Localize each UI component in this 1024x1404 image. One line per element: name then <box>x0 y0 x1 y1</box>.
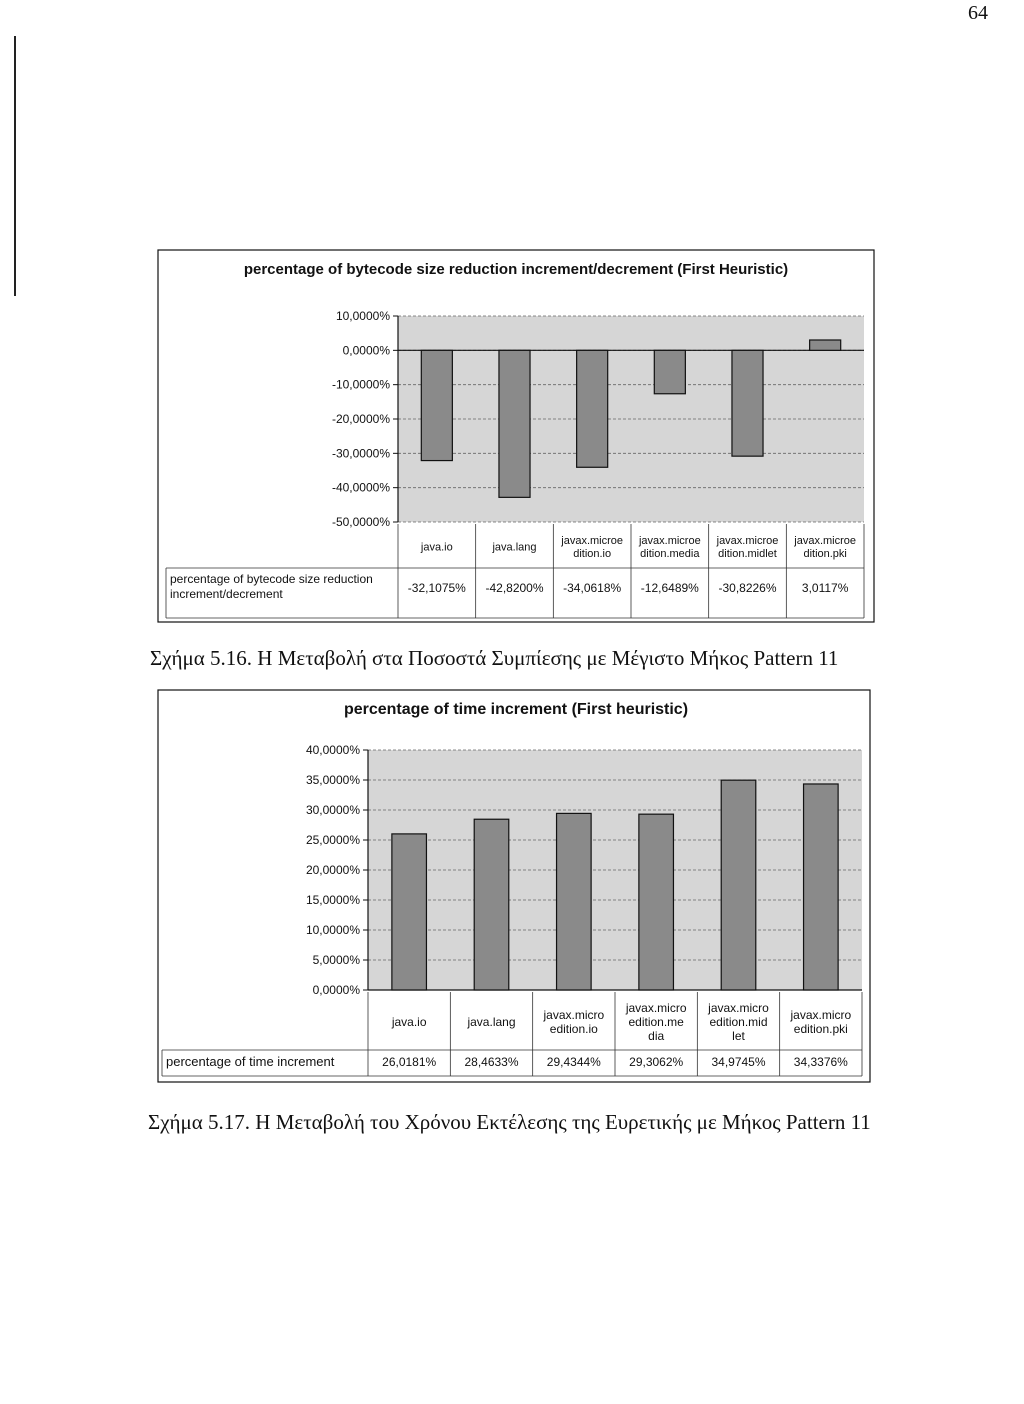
bar-2 <box>499 350 530 497</box>
category-label: edition.mid <box>709 1015 768 1029</box>
y-tick-label: 15,0000% <box>305 893 360 907</box>
series-name-label: increment/decrement <box>170 587 283 601</box>
category-label: edition.me <box>628 1015 684 1029</box>
category-label: edition.io <box>549 1022 598 1036</box>
value-label: -12,6489% <box>640 581 699 595</box>
value-label: 34,3376% <box>793 1055 848 1069</box>
y-tick-label: 0,0000% <box>342 343 390 358</box>
y-tick-label: -10,0000% <box>331 377 390 392</box>
y-tick-label: -30,0000% <box>331 446 390 461</box>
category-label: let <box>732 1029 745 1043</box>
y-tick-label: -40,0000% <box>331 480 390 495</box>
value-label: 28,4633% <box>464 1055 519 1069</box>
value-label: 29,4344% <box>546 1055 601 1069</box>
category-label: edition.pki <box>793 1022 848 1036</box>
y-tick-label: -50,0000% <box>331 515 390 529</box>
bar-6 <box>804 784 839 990</box>
category-label: dia <box>648 1029 665 1043</box>
y-tick-label: 20,0000% <box>305 863 360 877</box>
bar-2 <box>474 819 509 990</box>
chart-title: percentage of time increment (First heuristic) <box>343 701 689 718</box>
value-label: 29,3062% <box>629 1055 684 1069</box>
category-label: javax.micro <box>708 1001 769 1015</box>
y-tick-label: 30,0000% <box>305 803 360 817</box>
bar-4 <box>654 350 685 393</box>
bar-3 <box>557 813 592 990</box>
page-number: 64 <box>968 2 988 24</box>
bar-6 <box>810 340 841 350</box>
category-label: javax.microe <box>716 535 779 547</box>
category-label: javax.microe <box>794 535 857 547</box>
y-tick-label: 40,0000% <box>305 743 360 757</box>
value-label: -32,1075% <box>407 581 466 595</box>
y-tick-label: 5,0000% <box>312 953 360 967</box>
category-label: javax.microe <box>638 535 701 547</box>
category-label: java.io <box>391 1015 427 1029</box>
value-label: -42,8200% <box>485 581 544 595</box>
category-label: java.io <box>420 541 453 554</box>
value-label: -30,8226% <box>718 581 777 595</box>
bar-1 <box>392 834 427 990</box>
bar-4 <box>639 814 674 990</box>
bar-1 <box>421 350 452 460</box>
category-label: java.lang <box>492 541 537 554</box>
category-label: dition.pki <box>803 548 847 560</box>
y-tick-label: 10,0000% <box>335 309 390 323</box>
value-label: -34,0618% <box>563 581 622 595</box>
category-label: dition.midlet <box>718 548 777 560</box>
category-label: javax.micro <box>543 1008 605 1022</box>
y-tick-label: -20,0000% <box>331 412 390 426</box>
chart-title: percentage of bytecode size reduction increment/decrement (First Heuristic) <box>243 261 789 278</box>
bar-3 <box>577 350 608 467</box>
category-label: dition.io <box>573 548 612 560</box>
category-label: javax.microe <box>561 535 624 547</box>
bar-5 <box>721 780 756 990</box>
category-label: dition.media <box>640 548 700 560</box>
value-label: 34,9745% <box>711 1055 766 1069</box>
y-tick-label: 10,0000% <box>305 923 360 937</box>
figure-caption-5-17: Σχήμα 5.17. Η Μεταβολή του Χρόνου Εκτέλεσης της Ευρετικής με Μήκος Pattern 11 <box>148 1110 871 1134</box>
time-increment-chart <box>0 688 1024 1088</box>
y-tick-label: 0,0000% <box>312 983 360 997</box>
category-label: javax.micro <box>790 1008 852 1022</box>
category-label: java.lang <box>467 1015 516 1029</box>
value-label: 26,0181% <box>382 1055 437 1069</box>
series-name-label: percentage of bytecode size reduction <box>170 572 373 586</box>
bytecode-size-chart <box>0 248 1024 628</box>
bar-5 <box>732 350 763 456</box>
category-label: javax.micro <box>625 1001 687 1015</box>
series-name-label: percentage of time increment <box>166 1054 335 1069</box>
value-label: 3,0117% <box>801 581 849 595</box>
figure-caption-5-16: Σχήμα 5.16. Η Μεταβολή στα Ποσοστά Συμπίεσης με Μέγιστο Μήκος Pattern 11 <box>150 646 839 670</box>
y-tick-label: 35,0000% <box>305 773 360 787</box>
y-tick-label: 25,0000% <box>305 833 360 847</box>
